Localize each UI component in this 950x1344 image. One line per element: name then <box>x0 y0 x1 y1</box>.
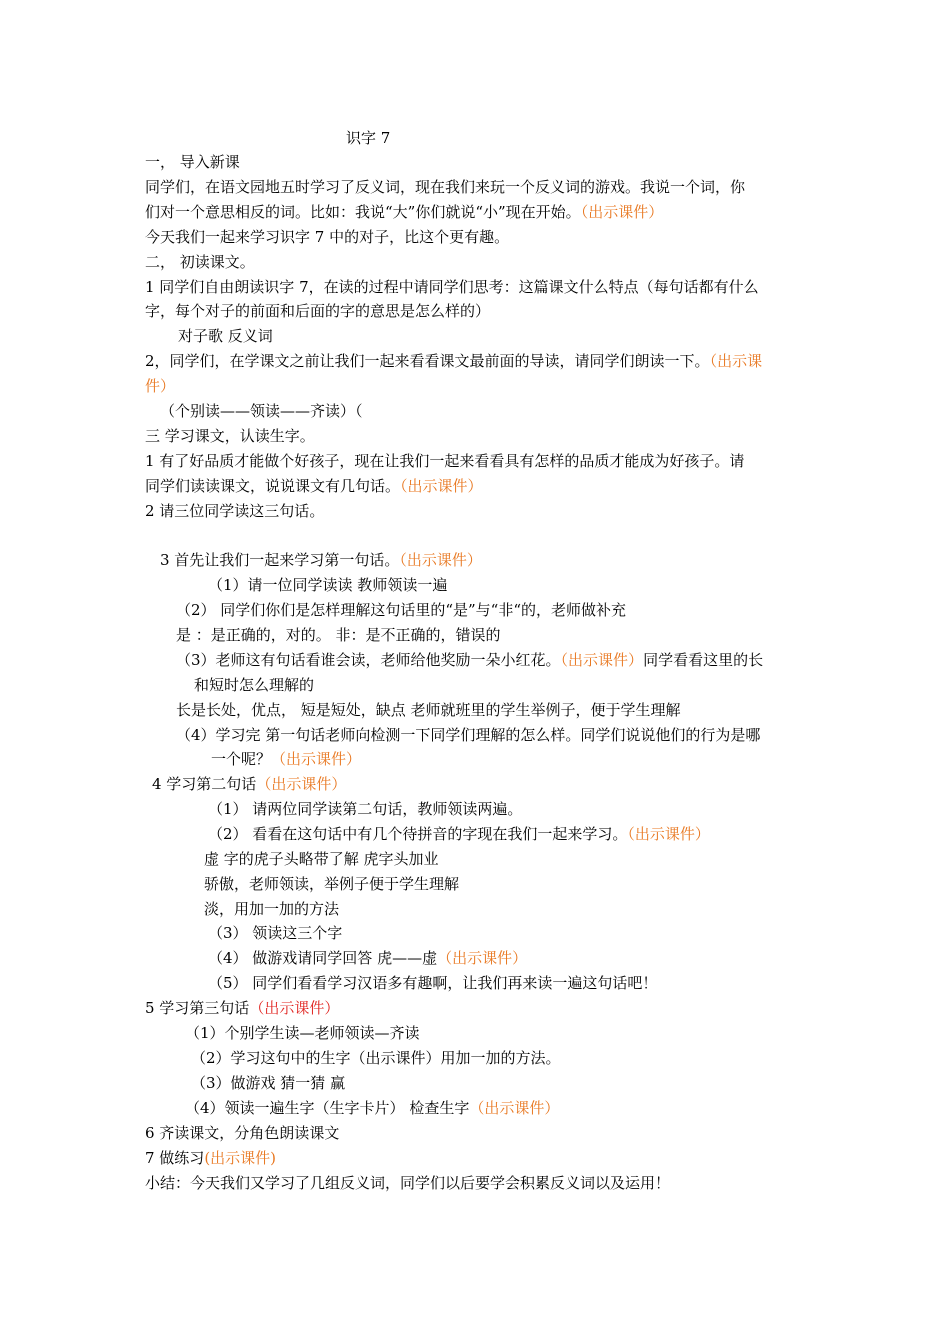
text-line: （2）学习这句中的生字（出示课件）用加一加的方法。 <box>191 1049 561 1067</box>
courseware-note: （出示课件） <box>271 750 362 768</box>
section-heading: 6 齐读课文，分角色朗读课文 <box>145 1124 340 1142</box>
text-line: （个别读——领读——齐读）（ <box>160 402 363 420</box>
text-line: （4）学习完 第一句话老师向检测一下同学们理解的怎么样。同学们说说他们的行为是哪 <box>176 726 761 744</box>
text-line: 长是长处，优点， 短是短处，缺点 老师就班里的学生举例子，便于学生理解 <box>176 701 681 719</box>
text-line: 骄傲，老师领读，举例子便于学生理解 <box>204 875 460 893</box>
page-title: 识字 7 <box>346 129 391 147</box>
text-span: （4） 做游戏请同学回答 虎——虚 <box>208 949 438 967</box>
courseware-note: （出示课件） <box>256 775 347 793</box>
section-heading: 三 学习课文，认读生字。 <box>145 427 315 445</box>
text-span: 4 学习第二句话 <box>152 775 257 793</box>
text-line <box>160 548 482 573</box>
text-line: 和短时怎么理解的 <box>194 676 315 694</box>
text-line <box>211 747 361 772</box>
text-span: （3）老师这有句话看谁会读，老师给他奖励一朵小红花。 <box>176 651 561 669</box>
text-line: 是 ：是正确的，对的。 非：是不正确的，错误的 <box>176 626 501 644</box>
text-line <box>145 474 483 499</box>
text-span: 同学们读读课文，说说课文有几句话。 <box>145 477 401 495</box>
text-line: （5） 同学们看看学习汉语多有趣啊，让我们再来读一遍这句话吧！ <box>208 974 658 992</box>
section-heading <box>152 772 346 797</box>
section-heading <box>145 1146 276 1171</box>
text-span: 们对一个意思相反的词。比如：我说“大”你们就说“小”现在开始。 <box>145 203 581 221</box>
text-line <box>185 1096 559 1121</box>
section-heading: 一， 导入新课 <box>145 153 240 171</box>
text-span: （4）领读一遍生字（生字卡片） 检查生字 <box>185 1099 470 1117</box>
courseware-note: （出示课件） <box>560 651 644 669</box>
text-line: 1 同学们自由朗读识字 7，在读的过程中请同学们思考：这篇课文什么特点（每句话都有什么 <box>145 278 759 296</box>
text-line: 字，每个对子的前面和后面的字的意思是怎么样的） <box>145 302 491 320</box>
text-span: 3 首先让我们一起来学习第一句话。 <box>160 551 400 569</box>
text-line: 对子歌 反义词 <box>178 327 273 345</box>
text-line: 淡，用加一加的方法 <box>204 900 340 918</box>
text-span: （2） 看看在这句话中有几个待拼音的字现在我们一起来学习。 <box>208 825 628 843</box>
section-heading <box>145 996 339 1021</box>
courseware-note: （出示课件） <box>580 203 664 221</box>
courseware-note: （出示课件） <box>400 477 483 495</box>
text-span: 一个呢？ <box>211 750 272 768</box>
text-line: 虚 字的虎子头略带了解 虎字头加业 <box>204 850 439 868</box>
text-line <box>208 822 710 847</box>
text-line: 同学们，在语文园地五时学习了反义词，现在我们来玩一个反义词的游戏。我说一个词，你 <box>145 178 746 196</box>
courseware-note: 件） <box>145 377 176 395</box>
text-line: （3）做游戏 猜一猜 赢 <box>191 1074 346 1092</box>
text-line <box>208 946 527 971</box>
courseware-note: （出示课件） <box>437 949 528 967</box>
text-span: 同学看看这里的长 <box>643 651 764 669</box>
text-line: （3） 领读这三个字 <box>208 924 343 942</box>
text-line: （1） 请两位同学读第二句话，教师领读两遍。 <box>208 800 523 818</box>
courseware-note: （出示课件） <box>249 999 340 1017</box>
summary-line: 小结：今天我们又学习了几组反义词，同学们以后要学会积累反义词以及运用！ <box>145 1174 671 1192</box>
courseware-note: （出示课 <box>709 352 763 370</box>
courseware-note: (出示课件) <box>204 1149 277 1167</box>
text-span: 7 做练习 <box>145 1149 205 1167</box>
text-span: 2，同学们，在学课文之前让我们一起来看看课文最前面的导读，请同学们朗读一下。 <box>145 352 710 370</box>
text-line <box>176 648 763 673</box>
text-line: （1）个别学生读—老师领读—齐读 <box>185 1024 420 1042</box>
courseware-note: （出示课件） <box>469 1099 560 1117</box>
text-line: 2 请三位同学读这三句话。 <box>145 502 325 520</box>
text-line: （2） 同学们你们是怎样理解这句话里的“是”与“非“的，老师做补充 <box>176 601 626 619</box>
courseware-note: （出示课件） <box>627 825 710 843</box>
text-span: 5 学习第三句话 <box>145 999 250 1017</box>
text-line: 1 有了好品质才能做个好孩子，现在让我们一起来看看具有怎样的品质才能成为好孩子。请 <box>145 452 745 470</box>
text-line: 今天我们一起来学习识字 7 中的对子，比这个更有趣。 <box>145 228 510 246</box>
text-line <box>145 349 762 374</box>
text-line: （1）请一位同学读读 教师领读一遍 <box>208 576 448 594</box>
courseware-note: （出示课件） <box>399 551 482 569</box>
section-heading: 二， 初读课文。 <box>145 253 255 271</box>
text-line <box>145 200 663 225</box>
